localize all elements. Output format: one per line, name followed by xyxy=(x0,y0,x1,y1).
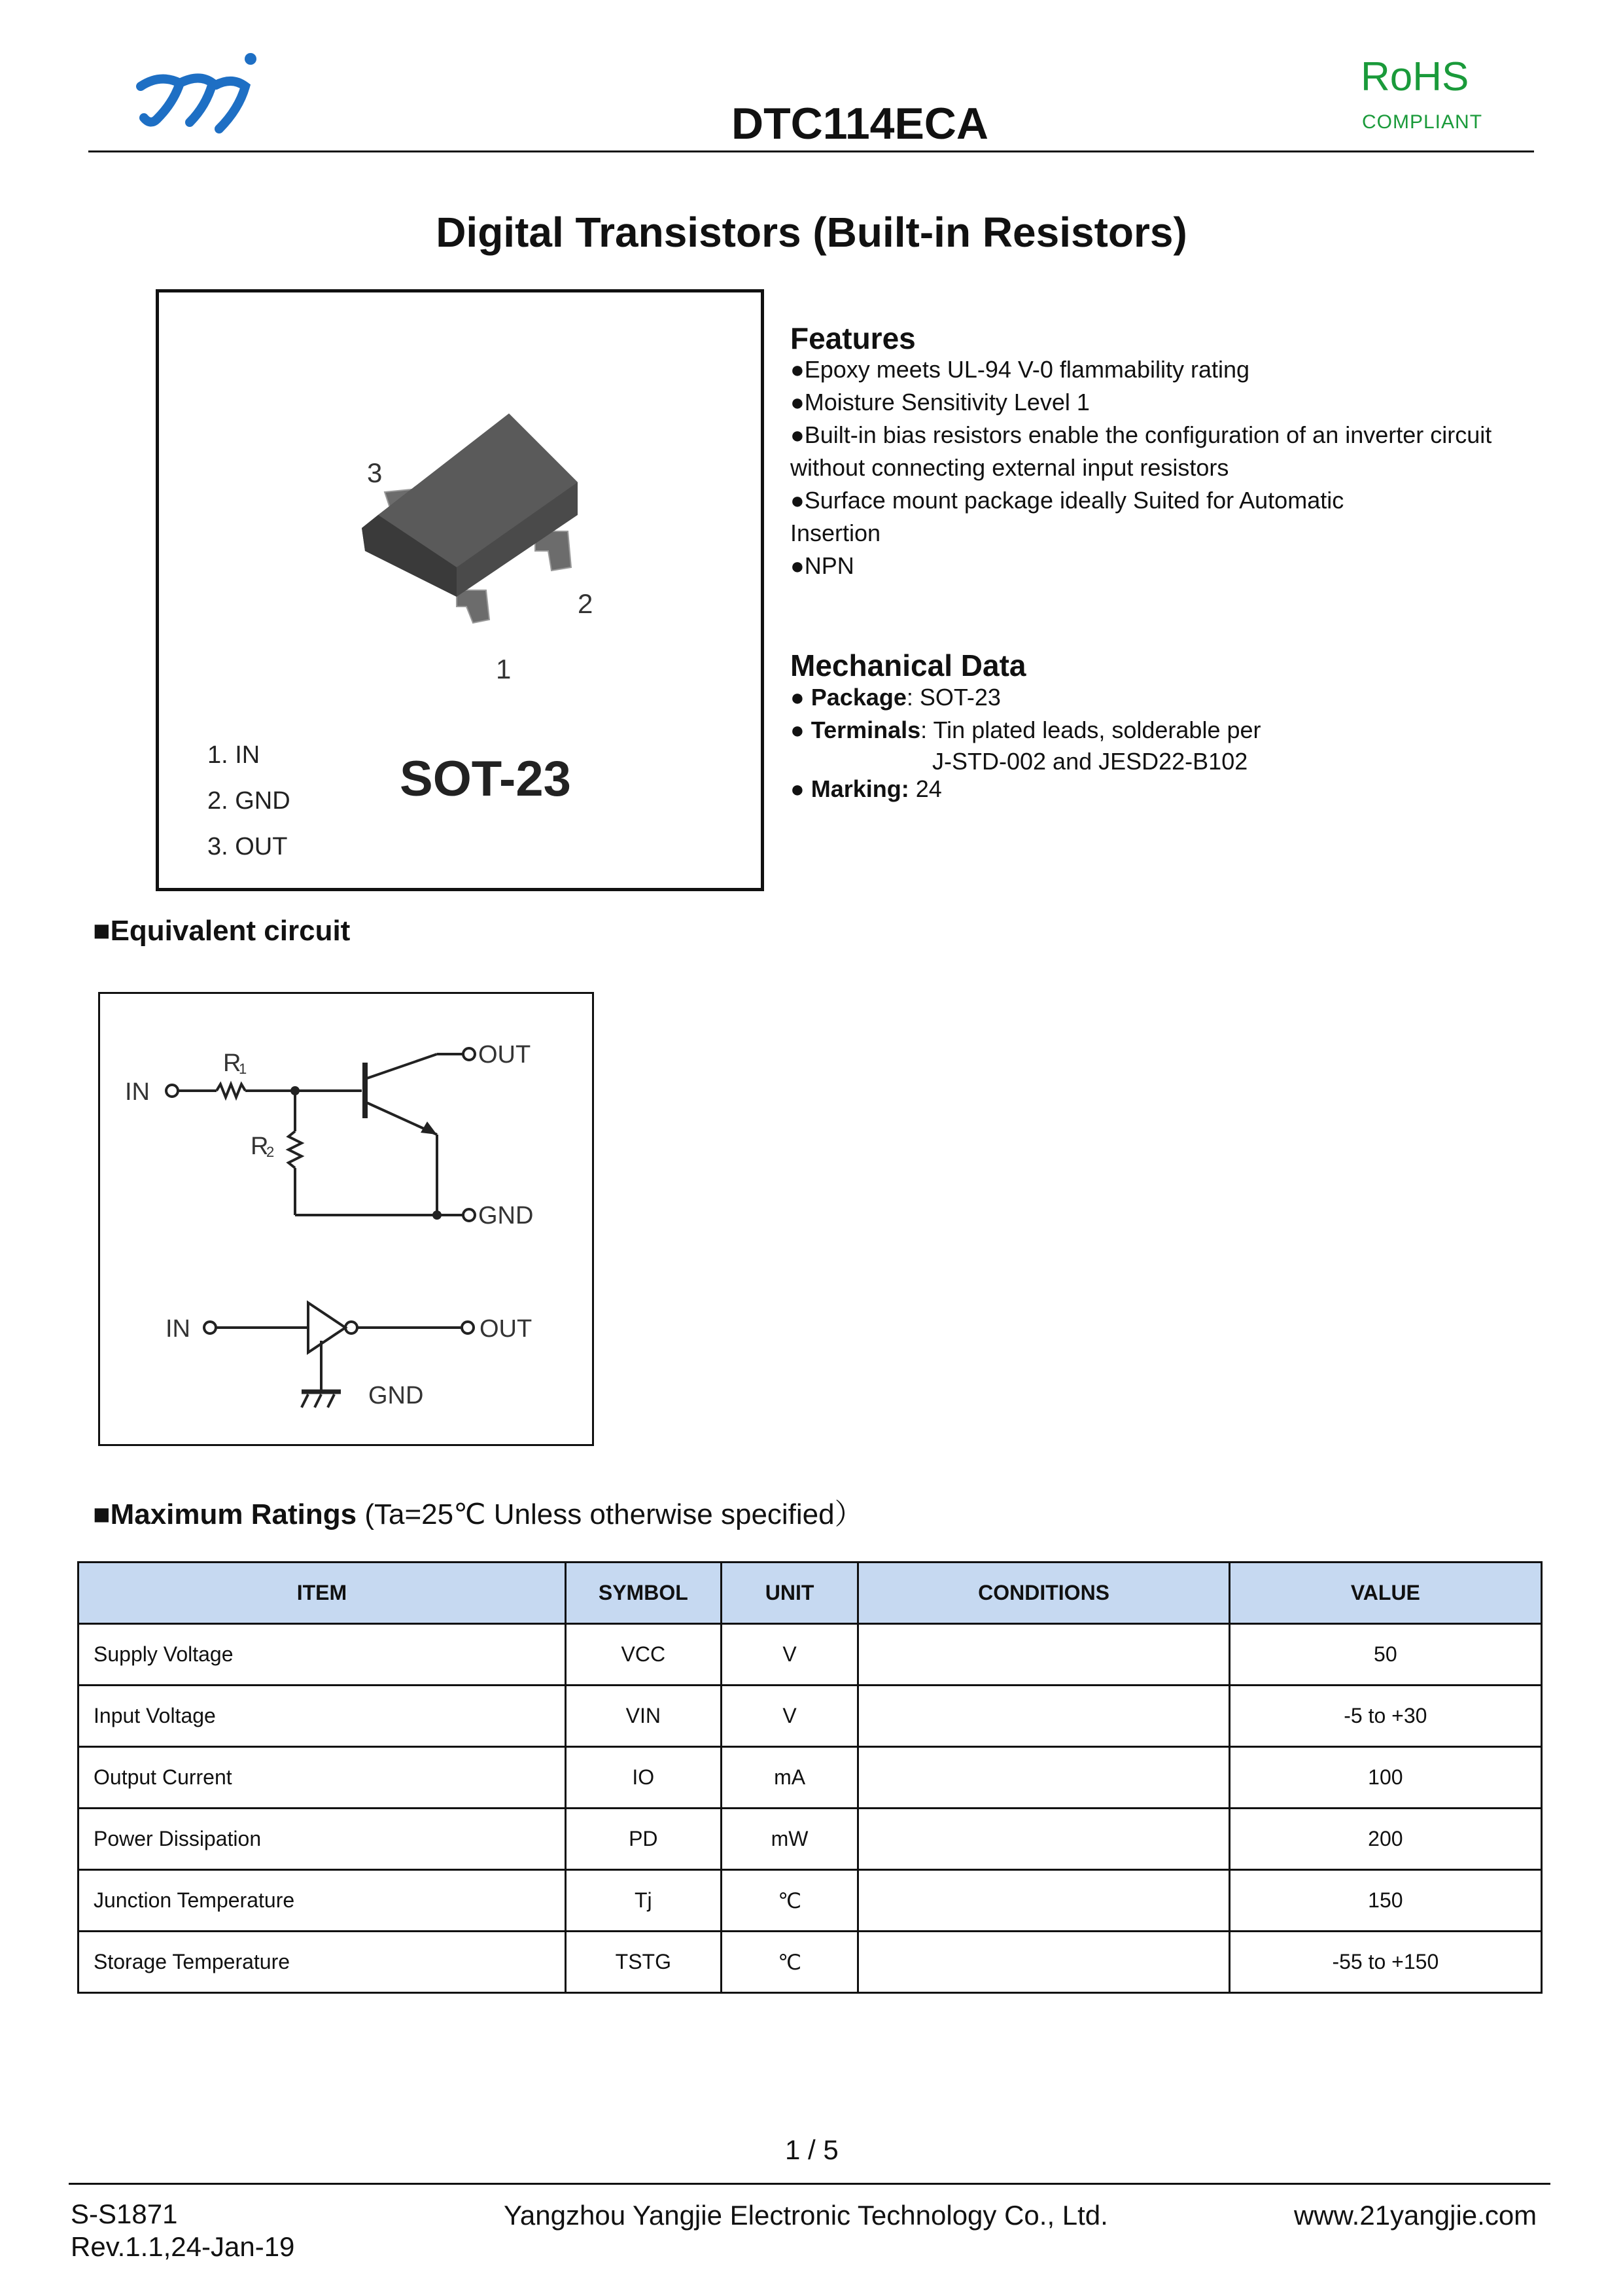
equivalent-circuit-box xyxy=(98,992,594,1446)
max-ratings-heading xyxy=(93,1491,864,1532)
circuit-label-in: IN xyxy=(125,1078,150,1106)
pin-label-3: 3 xyxy=(367,457,383,488)
cell-item: Storage Temperature xyxy=(79,1932,566,1993)
pin-list xyxy=(207,732,290,870)
pin-label-2: 2 xyxy=(578,588,593,619)
part-number: DTC114ECA xyxy=(731,99,989,149)
mech-marking-value: 24 xyxy=(909,775,942,802)
feature-item: ●Surface mount package ideally Suited for Automatic Insertion xyxy=(790,487,1344,546)
cell-unit: mA xyxy=(721,1747,858,1809)
footer-divider xyxy=(69,2183,1550,2185)
cell-item: Junction Temperature xyxy=(79,1870,566,1932)
cell-item: Supply Voltage xyxy=(79,1624,566,1686)
table-row xyxy=(79,1624,1542,1686)
compliant-label: COMPLIANT xyxy=(1362,111,1483,133)
cell-conditions xyxy=(858,1686,1229,1747)
table-row xyxy=(79,1809,1542,1870)
features-list xyxy=(790,353,1549,582)
company-name: Yangzhou Yangjie Electronic Technology Co., Ltd. xyxy=(504,2200,1108,2231)
circuit-label-r2-sub: 2 xyxy=(266,1144,275,1160)
cell-conditions xyxy=(858,1747,1229,1809)
cell-symbol: PD xyxy=(565,1809,721,1870)
column-header-conditions: CONDITIONS xyxy=(858,1563,1229,1624)
mech-terminals-value: : Tin plated leads, solderable per xyxy=(920,716,1261,743)
revision: Rev.1.1,24-Jan-19 xyxy=(71,2231,295,2262)
table-row xyxy=(79,1870,1542,1932)
rohs-label: RoHS xyxy=(1361,54,1469,99)
website-link[interactable]: www.21yangjie.com xyxy=(1294,2200,1537,2231)
mech-package-value: : SOT-23 xyxy=(906,684,1001,711)
package-name: SOT-23 xyxy=(400,751,571,807)
mech-marking xyxy=(790,775,942,803)
cell-value: 200 xyxy=(1229,1809,1541,1870)
features-heading: Features xyxy=(790,321,916,355)
mech-marking-label: Marking: xyxy=(811,775,909,802)
mech-terminals-label: Terminals xyxy=(811,716,921,743)
column-header-item: ITEM xyxy=(79,1563,566,1624)
mech-package xyxy=(790,684,1001,711)
bullet-icon: ● xyxy=(790,684,805,711)
column-header-unit: UNIT xyxy=(721,1563,858,1624)
cell-unit: V xyxy=(721,1624,858,1686)
cell-conditions xyxy=(858,1809,1229,1870)
feature-item: ●Moisture Sensitivity Level 1 xyxy=(790,389,1090,415)
cell-value: -5 to +30 xyxy=(1229,1686,1541,1747)
circuit-diagram xyxy=(100,994,592,1444)
bullet-icon: ● xyxy=(790,716,805,743)
circuit-label-out: OUT xyxy=(478,1041,531,1069)
cell-item: Input Voltage xyxy=(79,1686,566,1747)
pin-2: 2. GND xyxy=(207,787,290,815)
cell-value: 50 xyxy=(1229,1624,1541,1686)
cell-conditions xyxy=(858,1870,1229,1932)
circuit-label-out-2: OUT xyxy=(480,1315,532,1343)
circuit-label-r2: R xyxy=(251,1133,269,1160)
bullet-icon: ● xyxy=(790,775,805,802)
cell-conditions xyxy=(858,1932,1229,1993)
circuit-label-gnd-2: GND xyxy=(368,1382,424,1409)
circuit-label-r1: R xyxy=(223,1050,241,1077)
mech-terminals-standards: J-STD-002 and JESD22-B102 xyxy=(932,748,1248,775)
table-row xyxy=(79,1932,1542,1993)
cell-symbol: VIN xyxy=(565,1686,721,1747)
mech-terminals xyxy=(790,716,1261,744)
max-ratings-title: ■Maximum Ratings xyxy=(93,1498,357,1530)
cell-item: Power Dissipation xyxy=(79,1809,566,1870)
cell-symbol: IO xyxy=(565,1747,721,1809)
header-divider xyxy=(88,150,1534,152)
cell-symbol: TSTG xyxy=(565,1932,721,1993)
cell-unit: V xyxy=(721,1686,858,1747)
mech-package-label: Package xyxy=(811,684,907,711)
column-header-value: VALUE xyxy=(1229,1563,1541,1624)
cell-value: 100 xyxy=(1229,1747,1541,1809)
max-ratings-subtitle: (Ta=25℃ Unless otherwise specified） xyxy=(357,1498,864,1530)
cell-unit: ℃ xyxy=(721,1870,858,1932)
page-title: Digital Transistors (Built-in Resistors) xyxy=(436,209,1187,256)
feature-item: ●Epoxy meets UL-94 V-0 flammability rating xyxy=(790,356,1250,383)
cell-value: 150 xyxy=(1229,1870,1541,1932)
max-ratings-table xyxy=(77,1561,1543,1994)
pin-label-1: 1 xyxy=(496,654,512,684)
circuit-label-in-2: IN xyxy=(166,1315,190,1343)
cell-conditions xyxy=(858,1624,1229,1686)
cell-value: -55 to +150 xyxy=(1229,1932,1541,1993)
page-number: 1 / 5 xyxy=(785,2134,839,2165)
mechanical-heading: Mechanical Data xyxy=(790,648,1026,682)
table-header-row xyxy=(79,1563,1542,1624)
table-row xyxy=(79,1686,1542,1747)
cell-item: Output Current xyxy=(79,1747,566,1809)
doc-number: S-S1871 xyxy=(71,2199,178,2229)
circuit-label-gnd: GND xyxy=(478,1202,534,1229)
cell-unit: mW xyxy=(721,1809,858,1870)
cell-unit: ℃ xyxy=(721,1932,858,1993)
cell-symbol: Tj xyxy=(565,1870,721,1932)
column-header-symbol: SYMBOL xyxy=(565,1563,721,1624)
circuit-label-r1-sub: 1 xyxy=(239,1061,247,1077)
cell-symbol: VCC xyxy=(565,1624,721,1686)
feature-item: ●Built-in bias resistors enable the configuration of an inverter circuit without connecting external input resistors xyxy=(790,421,1492,481)
equivalent-circuit-heading: ■Equivalent circuit xyxy=(93,915,351,947)
feature-item: ●NPN xyxy=(790,552,854,579)
pin-3: 3. OUT xyxy=(207,833,288,860)
pin-1: 1. IN xyxy=(207,741,260,769)
table-row xyxy=(79,1747,1542,1809)
company-logo xyxy=(134,47,265,139)
package-box xyxy=(156,289,764,891)
